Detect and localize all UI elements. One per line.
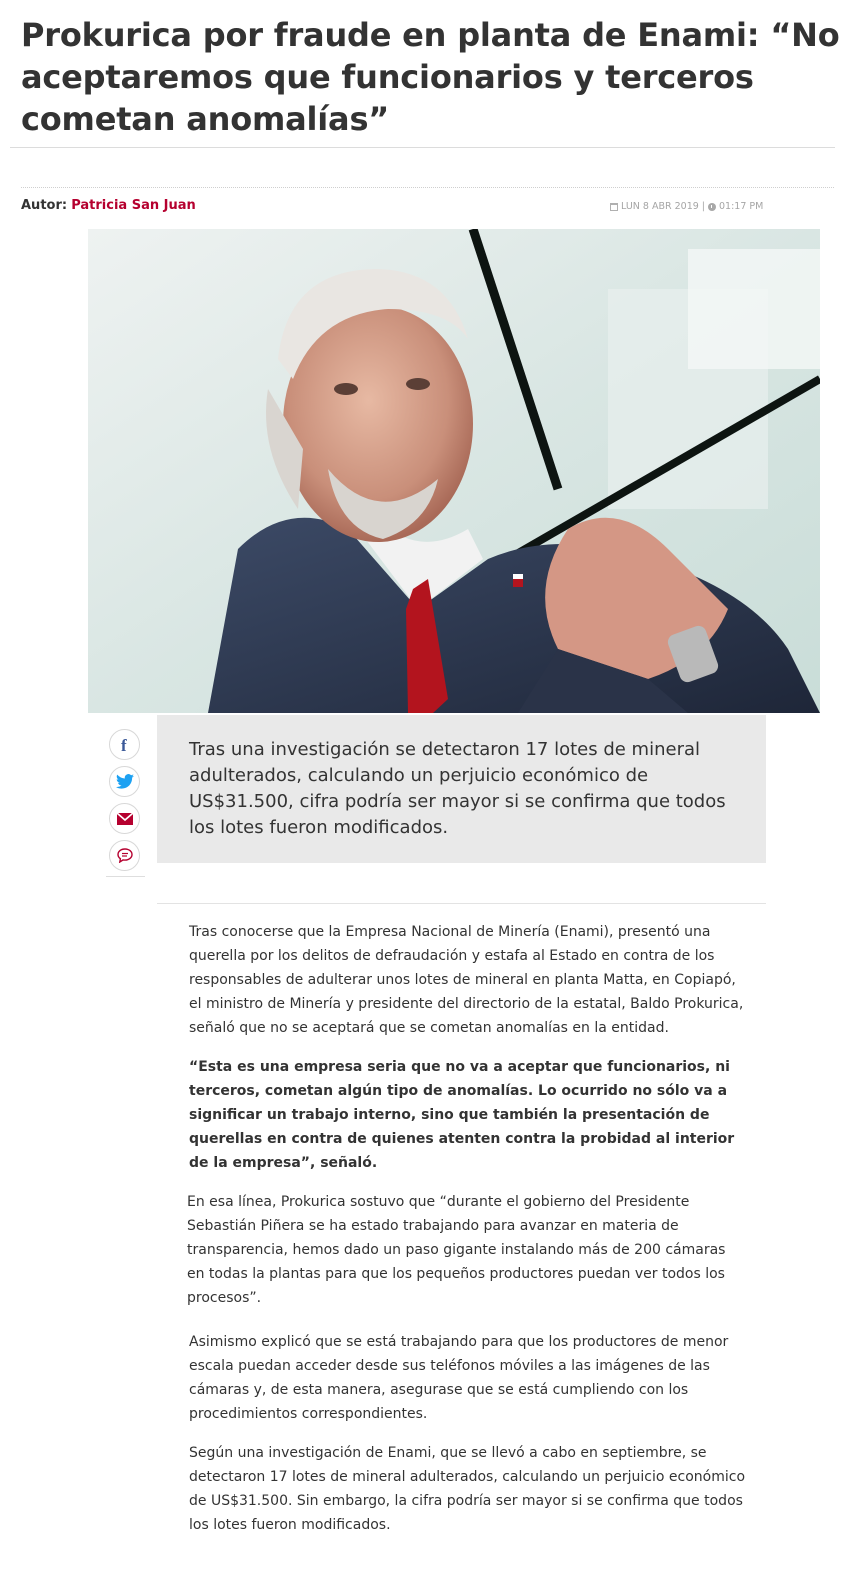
calendar-icon bbox=[610, 203, 618, 211]
byline bbox=[21, 197, 196, 215]
paragraph-5: Según una investigación de Enami, que se llevó a cabo en septiembre, se detectaron 17 lotes de mineral adulterados, calculando un perjuicio económico de US$31.500. Sin embargo, la cifra podría ser mayor si se confirma que todos los lotes fueron modificados. bbox=[189, 1445, 746, 1533]
title-divider bbox=[10, 147, 835, 148]
article-title: Prokurica por fraude en planta de Enami: “No aceptaremos que funcionarios y terceros cometan anomalías” bbox=[21, 16, 840, 138]
meta-separator: | bbox=[701, 201, 705, 212]
twitter-icon bbox=[116, 774, 134, 789]
share-bar bbox=[108, 729, 146, 877]
paragraph-1: Tras conocerse que la Empresa Nacional de Minería (Enami), presentó una querella por los delitos de defraudación y estafa al Estado en contra de los responsables de adulterar unos lotes de mineral en planta Matta, en Copiapó, el ministro de Minería y presidente del directorio de la estatal, Baldo Prokurica, señaló que no se aceptará que se cometan anomalías en la entidad. bbox=[189, 924, 744, 1036]
article-photo bbox=[88, 229, 820, 713]
paragraph-3: En esa línea, Prokurica sostuvo que “durante el gobierno del Presidente Sebastián Piñera se ha estado trabajando para avanzar en materia de transparencia, hemos dado un paso gigante instalando más de 200 cámaras en todas la plantas para que los pequeños productores puedan ver todos los procesos”. bbox=[187, 1194, 726, 1306]
article-meta bbox=[610, 200, 763, 214]
email-icon bbox=[117, 813, 133, 825]
share-twitter-button[interactable] bbox=[109, 766, 140, 797]
paragraph-4: Asimismo explicó que se está trabajando para que los productores de menor escala puedan acceder desde sus teléfonos móviles a las imágenes de las cámaras y, de esta manera, asegurase que se está cumpliendo con los procedimientos correspondientes. bbox=[189, 1334, 729, 1422]
author-link[interactable]: Patricia San Juan bbox=[71, 198, 196, 213]
paragraph-2-quote: “Esta es una empresa seria que no va a aceptar que funcionarios, ni terceros, cometan algún tipo de anomalías. Lo ocurrido no sólo va a significar un trabajo interno, sino que también la presentación de querellas en contra de quienes atenten contra la probidad al interior de la empresa”, señaló. bbox=[189, 1059, 735, 1171]
clock-icon bbox=[708, 203, 716, 211]
facebook-icon bbox=[118, 737, 132, 753]
svg-text:f: f bbox=[120, 736, 127, 753]
author-label: Autor: bbox=[21, 198, 68, 213]
comment-button[interactable] bbox=[109, 840, 140, 871]
share-divider bbox=[106, 876, 145, 877]
share-email-button[interactable] bbox=[109, 803, 140, 834]
publish-date: LUN 8 ABR 2019 bbox=[621, 201, 699, 212]
comment-icon bbox=[117, 848, 133, 863]
share-facebook-button[interactable] bbox=[109, 729, 140, 760]
article-lede: Tras una investigación se detectaron 17 lotes de mineral adulterados, calculando un perjuicio económico de US$31.500, cifra podría ser mayor si se confirma que todos los lotes fueron modificados. bbox=[157, 715, 766, 863]
publish-time: 01:17 PM bbox=[718, 201, 764, 212]
byline-divider bbox=[21, 187, 834, 188]
body-divider bbox=[157, 903, 766, 904]
